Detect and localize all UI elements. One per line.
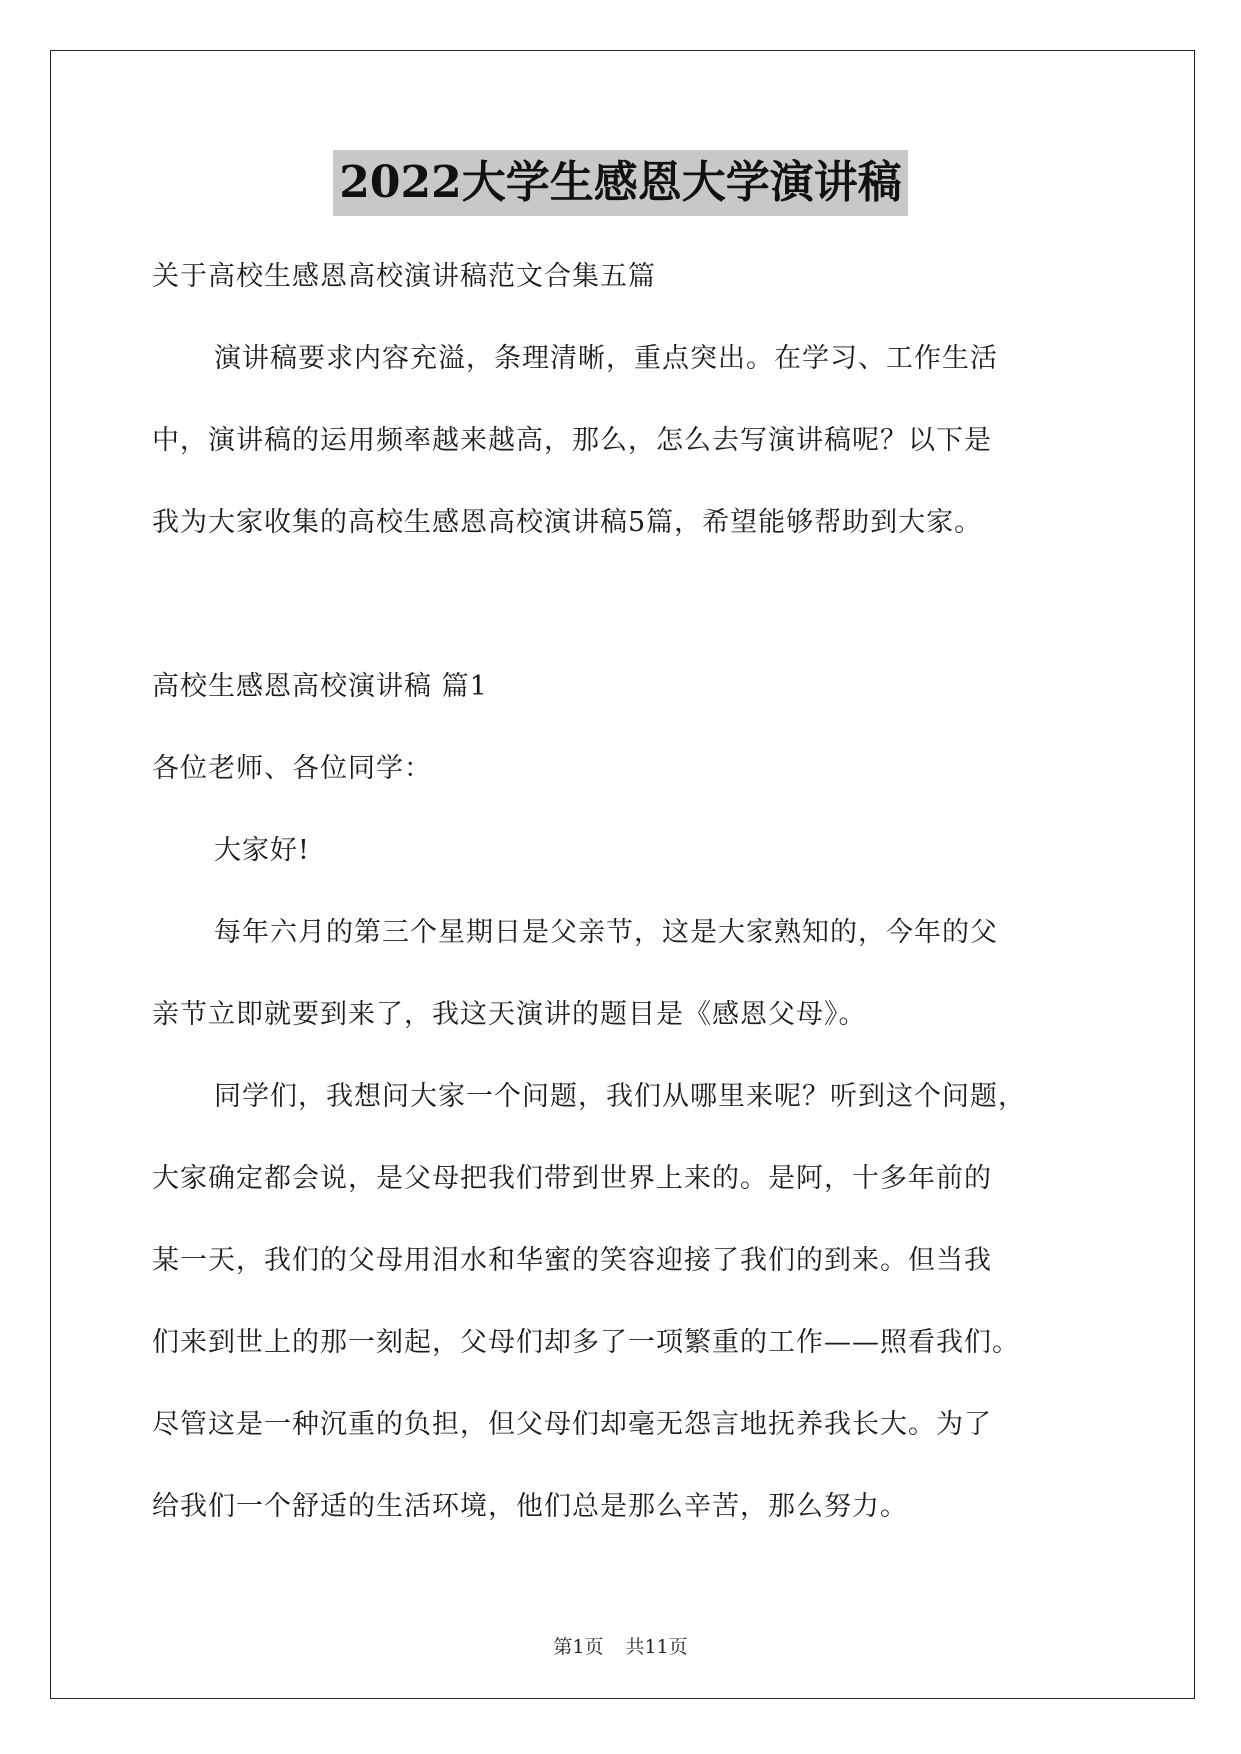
- document-title: 2022大学生感恩大学演讲稿: [333, 150, 907, 216]
- page-total: 共11页: [625, 1636, 688, 1658]
- paragraph-line: 演讲稿要求内容充溢，条理清晰，重点突出。在学习、工作生活: [214, 343, 998, 374]
- paragraph-line: 大家确定都会说，是父母把我们带到世界上来的。是阿，十多年前的: [152, 1163, 992, 1194]
- paragraph-line: 我为大家收集的高校生感恩高校演讲稿5篇，希望能够帮助到大家。: [152, 507, 983, 538]
- blank-line: [152, 564, 1092, 646]
- paragraph-line: 们来到世上的那一刻起，父母们却多了一项繁重的工作——照看我们。: [152, 1327, 1020, 1358]
- paragraph-line: 同学们，我想问大家一个问题，我们从哪里来呢？听到这个问题，: [214, 1081, 1026, 1112]
- paragraph-line: 某一天，我们的父母用泪水和华蜜的笑容迎接了我们的到来。但当我: [152, 1245, 992, 1276]
- paragraph-line: 给我们一个舒适的生活环境，他们总是那么辛苦，那么努力。: [152, 1491, 908, 1522]
- page-number: 第1页: [553, 1636, 604, 1658]
- paragraph-line: 中，演讲稿的运用频率越来越高，那么，怎么去写演讲稿呢？以下是: [152, 425, 992, 456]
- intro-heading: 关于高校生感恩高校演讲稿范文合集五篇: [152, 261, 656, 292]
- title-container: [0, 150, 1241, 216]
- paragraph-line: 每年六月的第三个星期日是父亲节，这是大家熟知的，今年的父: [214, 917, 998, 948]
- paragraph-line: 尽管这是一种沉重的负担，但父母们却毫无怨言地抚养我长大。为了: [152, 1409, 992, 1440]
- page-footer: [0, 1632, 1241, 1659]
- document-body: [152, 236, 1092, 1548]
- salutation: 各位老师、各位同学：: [152, 753, 432, 784]
- section-heading: 高校生感恩高校演讲稿 篇1: [152, 671, 488, 702]
- greeting: 大家好!: [214, 835, 310, 866]
- paragraph-line: 亲节立即就要到来了，我这天演讲的题目是《感恩父母》。: [152, 999, 867, 1030]
